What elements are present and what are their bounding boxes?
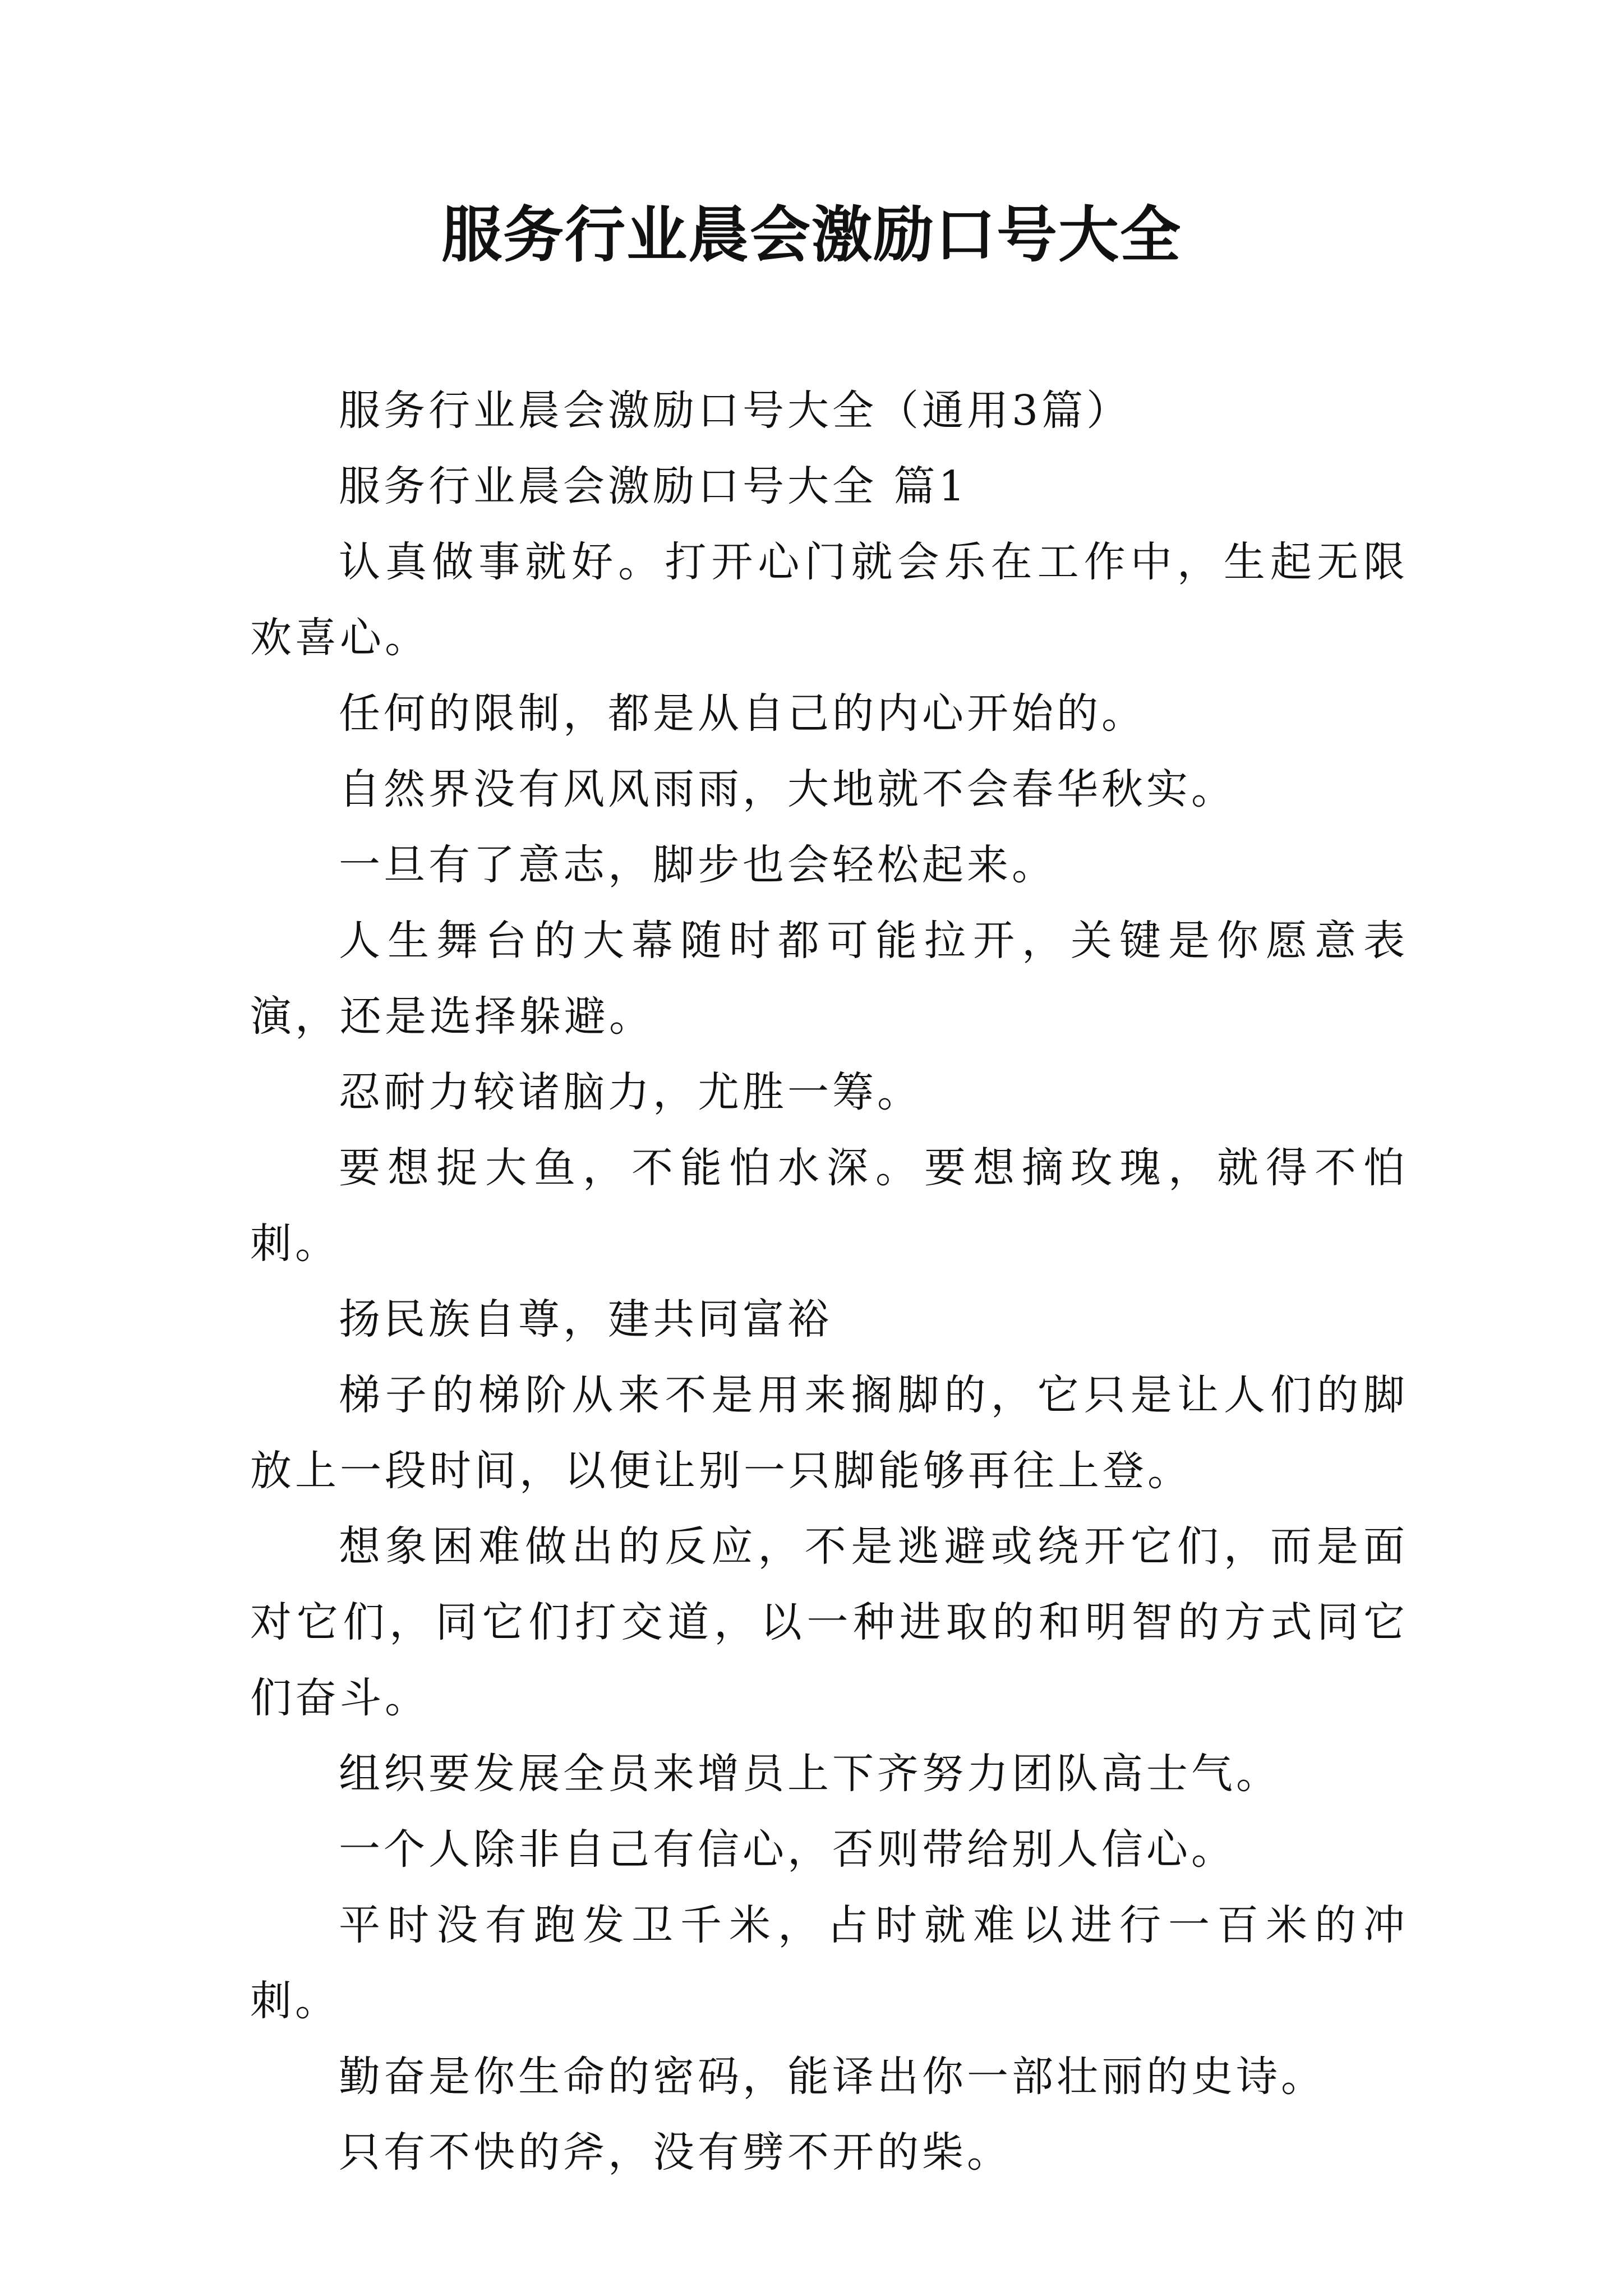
paragraph-5: 自然界没有风风雨雨，大地就不会春华秋实。 (339, 765, 1236, 813)
paragraph-17: 只有不快的斧，没有劈不开的柴。 (339, 2128, 1012, 2177)
paragraph-10: 扬民族自尊，建共同富裕 (339, 1295, 832, 1343)
paragraph-16: 勤奋是你生命的密码，能译出你一部壮丽的史诗。 (339, 2053, 1326, 2101)
paragraph-8: 忍耐力较诸脑力，尤胜一筹。 (339, 1068, 922, 1116)
paragraph-4: 任何的限制，都是从自己的内心开始的。 (339, 689, 1146, 738)
paragraph-7: 人生舞台的大幕随时都可能拉开，关键是你愿意表演，还是选择躲避。 (250, 917, 1408, 1041)
document-title: 服务行业晨会激励口号大全 (441, 200, 1182, 270)
paragraph-13: 组织要发展全员来增员上下齐努力团队高士气。 (339, 1750, 1281, 1798)
paragraph-9: 要想捉大鱼，不能怕水深。要想摘玫瑰，就得不怕刺。 (250, 1144, 1408, 1268)
paragraph-3: 认真做事就好。打开心门就会乐在工作中，生起无限欢喜心。 (250, 538, 1408, 662)
paragraph-1: 服务行业晨会激励口号大全（通用3篇） (339, 386, 1132, 435)
paragraph-11: 梯子的梯阶从来不是用来搁脚的，它只是让人们的脚放上一段时间，以便让别一只脚能够再往上登。 (250, 1371, 1408, 1495)
paragraph-2: 服务行业晨会激励口号大全 篇1 (339, 462, 969, 510)
paragraph-14: 一个人除非自己有信心，否则带给别人信心。 (339, 1825, 1236, 1874)
paragraph-6: 一旦有了意志，脚步也会轻松起来。 (339, 841, 1057, 889)
paragraph-15: 平时没有跑发卫千米，占时就难以进行一百米的冲刺。 (250, 1901, 1408, 2025)
paragraph-12: 想象困难做出的反应，不是逃避或绕开它们，而是面对它们，同它们打交道，以一种进取的和明智的方式同它们奋斗。 (250, 1522, 1408, 1722)
document-body (250, 373, 1408, 2191)
